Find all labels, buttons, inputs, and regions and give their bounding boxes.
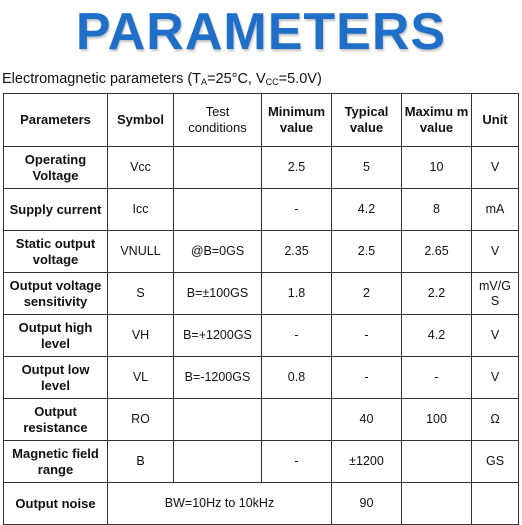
cell-symbol: VNULL	[108, 231, 174, 273]
header-parameters: Parameters	[4, 94, 108, 147]
cell-parameter: Output voltage sensitivity	[4, 273, 108, 315]
cell-test-condition	[174, 399, 262, 441]
cell-test-condition	[174, 147, 262, 189]
table-row-output-noise	[4, 483, 519, 525]
cell-symbol: VH	[108, 315, 174, 357]
cell-typical: 4.2	[332, 189, 402, 231]
cell-typical: 2.5	[332, 231, 402, 273]
cell-typical: 40	[332, 399, 402, 441]
cell-maximum: 2.65	[402, 231, 472, 273]
cell-parameter: Static output voltage	[4, 231, 108, 273]
cell-unit: mA	[472, 189, 519, 231]
cell-symbol: S	[108, 273, 174, 315]
cell-unit: V	[472, 147, 519, 189]
cell-minimum: -	[262, 441, 332, 483]
banner-title: PARAMETERS	[75, 3, 447, 61]
cell-typical: -	[332, 357, 402, 399]
cell-unit: V	[472, 315, 519, 357]
table-caption	[2, 71, 520, 87]
table-row	[4, 147, 519, 189]
cell-parameter: Output high level	[4, 315, 108, 357]
cell-test-condition	[174, 441, 262, 483]
cell-symbol: Vcc	[108, 147, 174, 189]
cell-minimum: 2.5	[262, 147, 332, 189]
cell-unit: Ω	[472, 399, 519, 441]
cell-maximum	[402, 483, 472, 525]
cell-maximum	[402, 441, 472, 483]
cell-typical: 90	[332, 483, 402, 525]
table-row	[4, 231, 519, 273]
cell-symbol: Icc	[108, 189, 174, 231]
cell-test-condition	[174, 189, 262, 231]
cell-maximum: 4.2	[402, 315, 472, 357]
header-typical-value: Typical value	[332, 94, 402, 147]
caption-suffix: =5.0V)	[278, 71, 322, 87]
table-row	[4, 273, 519, 315]
cell-test-condition: BW=10Hz to 10kHz	[108, 483, 332, 525]
cell-minimum: -	[262, 315, 332, 357]
cell-maximum: 10	[402, 147, 472, 189]
cell-maximum: 8	[402, 189, 472, 231]
caption-prefix: Electromagnetic parameters (T	[2, 71, 202, 87]
cell-maximum: 100	[402, 399, 472, 441]
table-row	[4, 357, 519, 399]
cell-test-condition: B=+1200GS	[174, 315, 262, 357]
cell-typical: -	[332, 315, 402, 357]
table-row	[4, 399, 519, 441]
cell-unit: mV/G S	[472, 273, 519, 315]
cell-maximum: -	[402, 357, 472, 399]
caption-mid: =25°C, V	[207, 71, 266, 87]
cell-parameter: Supply current	[4, 189, 108, 231]
header-unit: Unit	[472, 94, 519, 147]
cell-parameter: Output low level	[4, 357, 108, 399]
header-test-conditions: Test conditions	[174, 94, 262, 147]
header-minimum-value: Minimum value	[262, 94, 332, 147]
table-row	[4, 441, 519, 483]
cell-symbol: VL	[108, 357, 174, 399]
cell-typical: ±1200	[332, 441, 402, 483]
cell-typical: 2	[332, 273, 402, 315]
cell-parameter: Magnetic field range	[4, 441, 108, 483]
cell-typical: 5	[332, 147, 402, 189]
header-maximum-value: Maximu m value	[402, 94, 472, 147]
cell-minimum: 1.8	[262, 273, 332, 315]
table-row	[4, 315, 519, 357]
banner	[0, 0, 522, 64]
cell-minimum: 2.35	[262, 231, 332, 273]
cell-maximum: 2.2	[402, 273, 472, 315]
cell-minimum	[262, 399, 332, 441]
cell-test-condition: B=-1200GS	[174, 357, 262, 399]
parameters-table	[3, 93, 519, 525]
table-header-row	[4, 94, 519, 147]
table-row	[4, 189, 519, 231]
cell-test-condition: @B=0GS	[174, 231, 262, 273]
cell-parameter: Operating Voltage	[4, 147, 108, 189]
cell-minimum: -	[262, 189, 332, 231]
cell-unit: V	[472, 357, 519, 399]
caption-ta-subscript: A	[201, 77, 208, 87]
cell-symbol: RO	[108, 399, 174, 441]
cell-test-condition: B=±100GS	[174, 273, 262, 315]
cell-unit	[472, 483, 519, 525]
cell-parameter: Output noise	[4, 483, 108, 525]
cell-unit: GS	[472, 441, 519, 483]
cell-unit: V	[472, 231, 519, 273]
caption-vcc-subscript: CC	[265, 77, 279, 87]
header-symbol: Symbol	[108, 94, 174, 147]
cell-minimum: 0.8	[262, 357, 332, 399]
cell-symbol: B	[108, 441, 174, 483]
cell-parameter: Output resistance	[4, 399, 108, 441]
